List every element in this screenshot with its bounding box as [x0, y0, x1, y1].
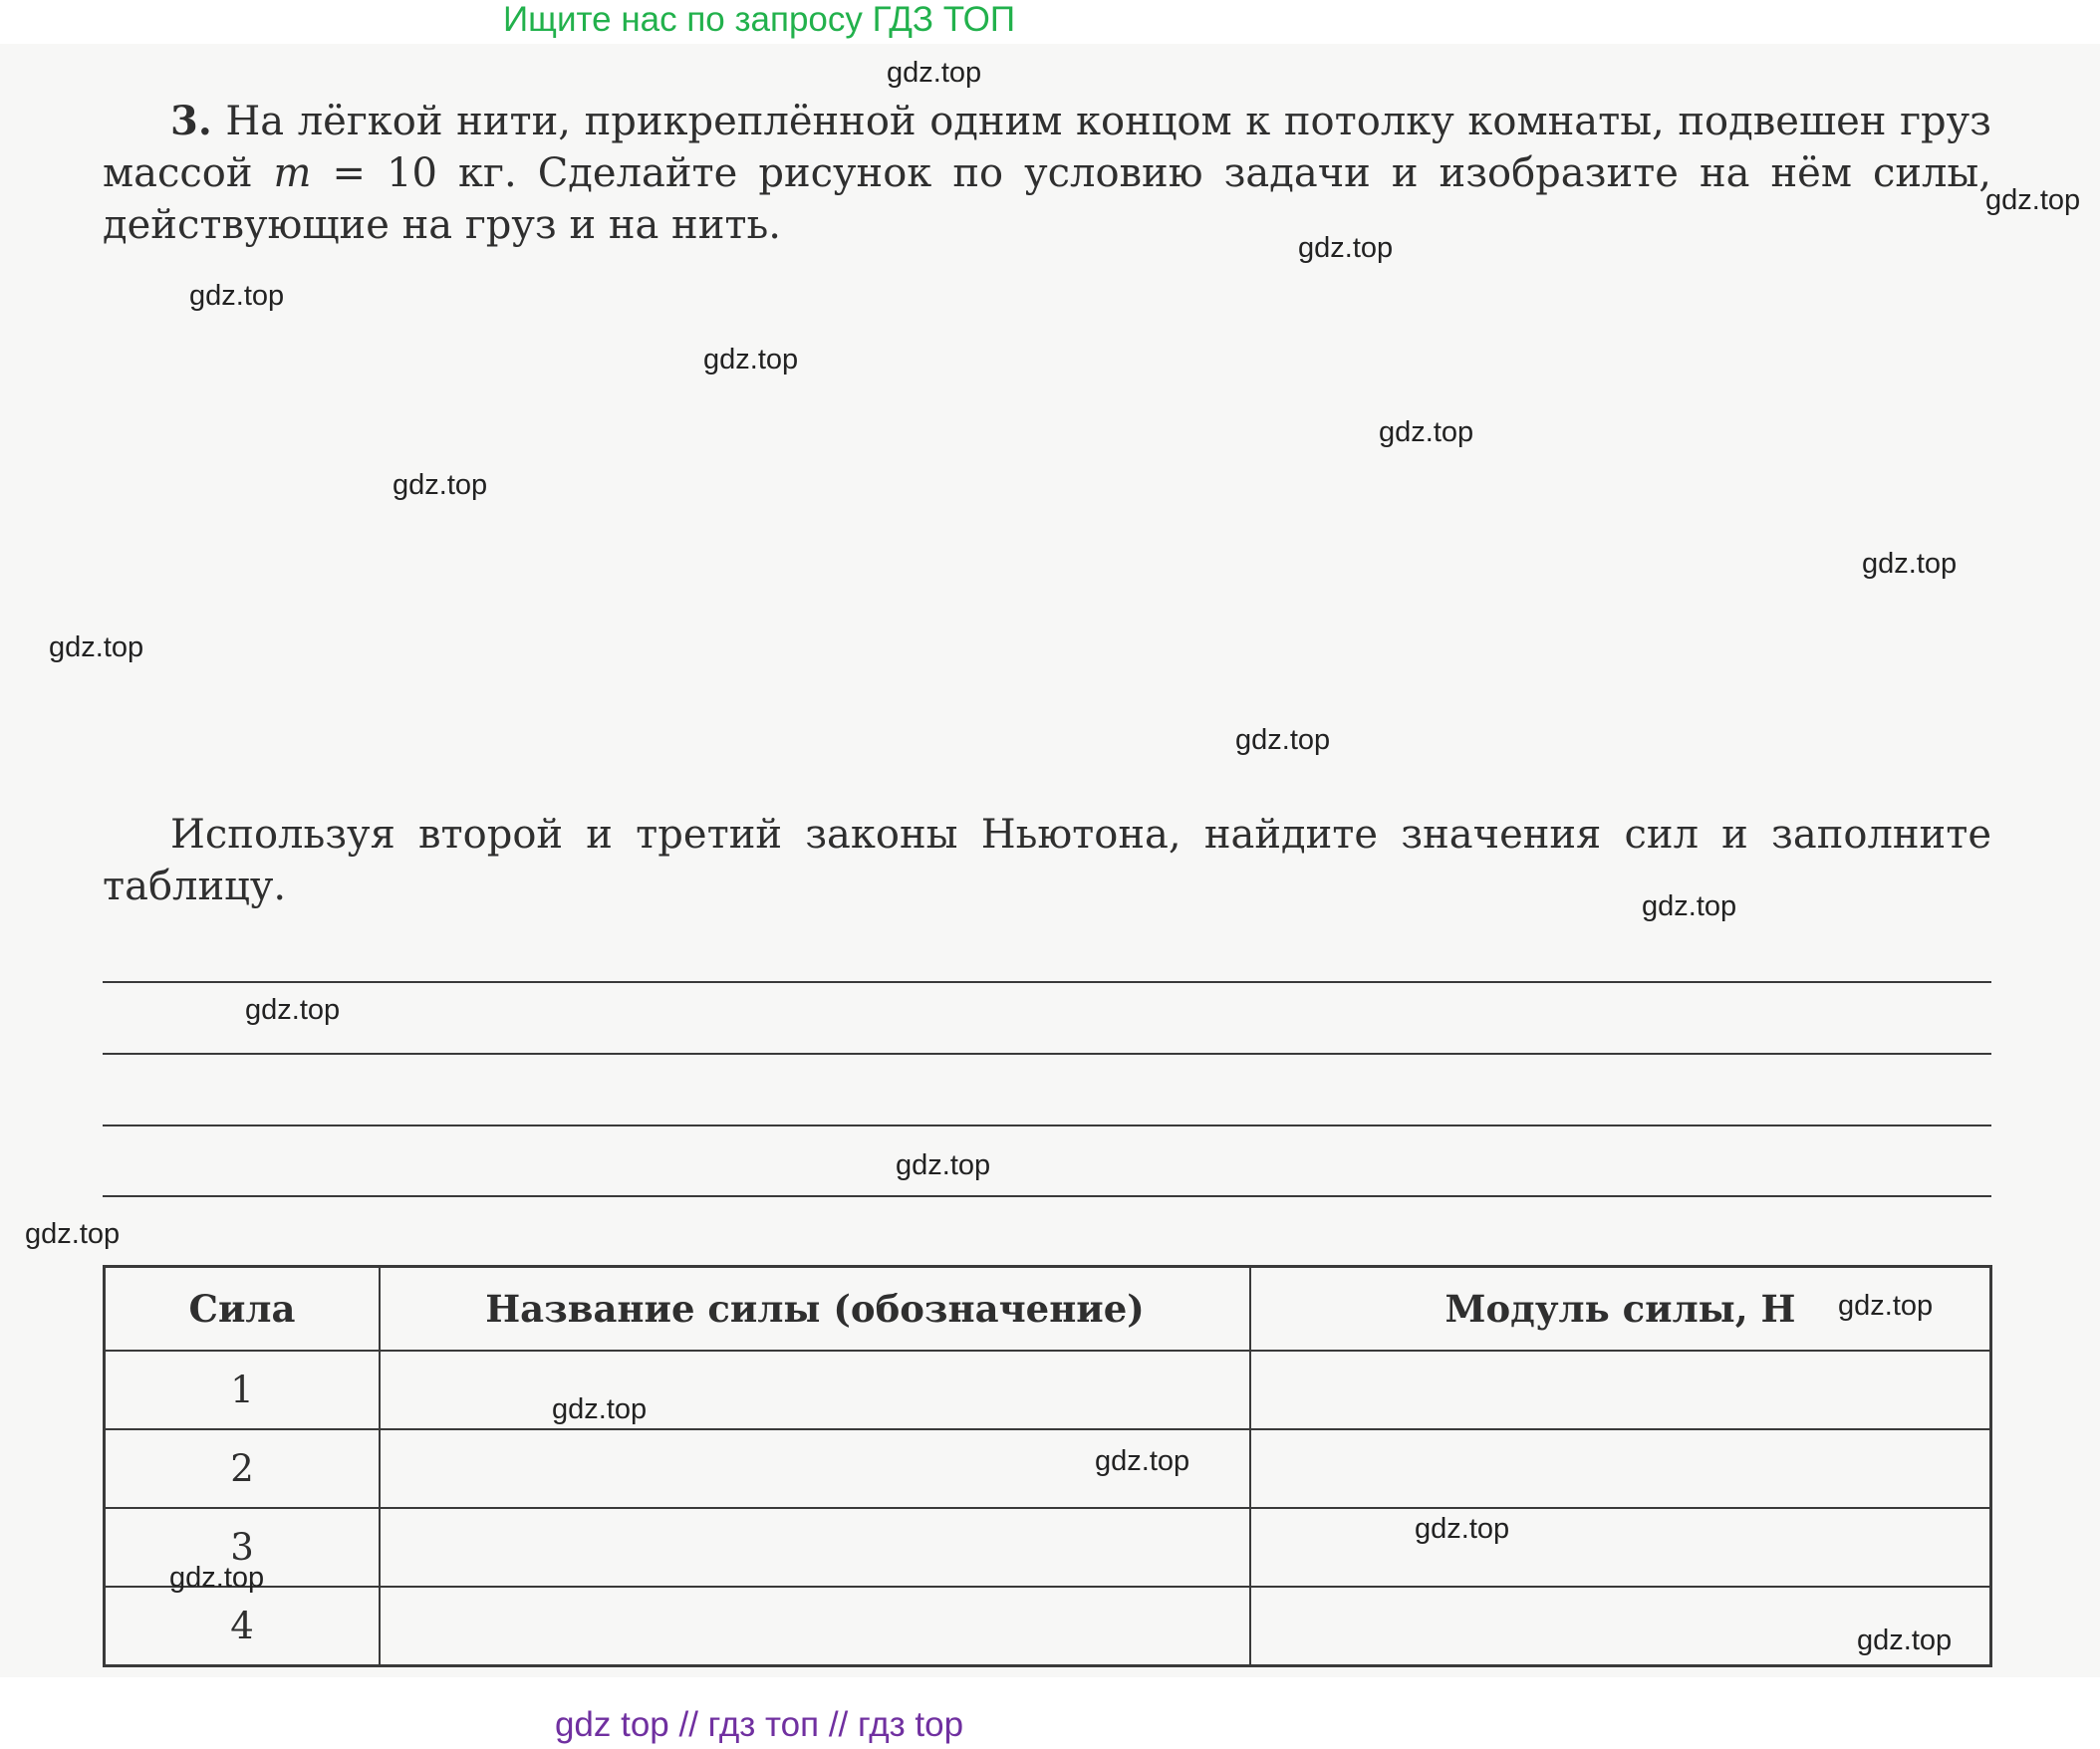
watermark: gdz.top	[1298, 232, 1394, 264]
answer-line-2[interactable]	[103, 1053, 1991, 1055]
watermark: gdz.top	[1862, 548, 1958, 580]
header-force-magnitude: Модуль силы, Н	[1250, 1267, 1991, 1352]
force-number: 3	[105, 1508, 381, 1587]
force-magnitude-cell[interactable]	[1250, 1429, 1991, 1508]
force-number: 4	[105, 1587, 381, 1666]
watermark: gdz.top	[1415, 1513, 1510, 1545]
watermark: gdz.top	[896, 1149, 991, 1181]
task-text-part-2: = 10 кг. Сделайте рисунок по условию задачи и изобразите на нём силы, действующие на груз и на нить.	[103, 150, 1991, 248]
table-row	[105, 1351, 1991, 1429]
task-text-part-1: На лёгкой нити, прикреплённой одним концом к потолку комнаты, подвешен груз массой	[103, 99, 1991, 196]
force-magnitude-cell[interactable]	[1250, 1351, 1991, 1429]
watermark: gdz.top	[1985, 184, 2081, 216]
header-force: Сила	[105, 1267, 381, 1352]
table-row	[105, 1587, 1991, 1666]
table-row	[105, 1429, 1991, 1508]
force-magnitude-cell[interactable]	[1250, 1508, 1991, 1587]
header-force-name: Название силы (обозначение)	[380, 1267, 1250, 1352]
watermark: gdz.top	[703, 344, 799, 375]
watermark: gdz.top	[189, 280, 285, 312]
table-header-row	[105, 1267, 1991, 1352]
watermark: gdz.top	[49, 631, 144, 663]
watermark: gdz.top	[887, 57, 982, 89]
task-number: 3.	[170, 98, 212, 144]
watermark: gdz.top	[25, 1218, 121, 1250]
watermark: gdz.top	[393, 469, 488, 501]
watermark: gdz.top	[1857, 1624, 1953, 1656]
watermark: gdz.top	[1642, 890, 1737, 922]
watermark: gdz.top	[1235, 724, 1331, 756]
watermark: gdz.top	[1379, 416, 1474, 448]
watermark: gdz.top	[245, 994, 341, 1026]
forces-table	[103, 1265, 1992, 1667]
answer-line-3[interactable]	[103, 1124, 1991, 1126]
watermark: gdz.top	[1838, 1290, 1934, 1322]
force-name-cell[interactable]	[380, 1508, 1250, 1587]
mass-variable: m	[273, 150, 312, 196]
force-number: 2	[105, 1429, 381, 1508]
watermark: gdz.top	[1095, 1445, 1190, 1477]
watermark: gdz.top	[552, 1393, 648, 1425]
force-number: 1	[105, 1351, 381, 1429]
task-statement	[103, 96, 1991, 251]
answer-line-1[interactable]	[103, 981, 1991, 983]
answer-line-4[interactable]	[103, 1195, 1991, 1197]
force-name-cell[interactable]	[380, 1351, 1250, 1429]
watermark: gdz.top	[169, 1562, 265, 1594]
table-row	[105, 1508, 1991, 1587]
top-banner[interactable]: Ищите нас по запросу ГДЗ ТОП	[503, 0, 1015, 39]
footer-links[interactable]: gdz top // гдз топ // гдз top	[554, 1705, 964, 1744]
force-name-cell[interactable]	[380, 1587, 1250, 1666]
instruction-text: Используя второй и третий законы Ньютона, найдите значения сил и заполните таблицу.	[103, 812, 1991, 909]
